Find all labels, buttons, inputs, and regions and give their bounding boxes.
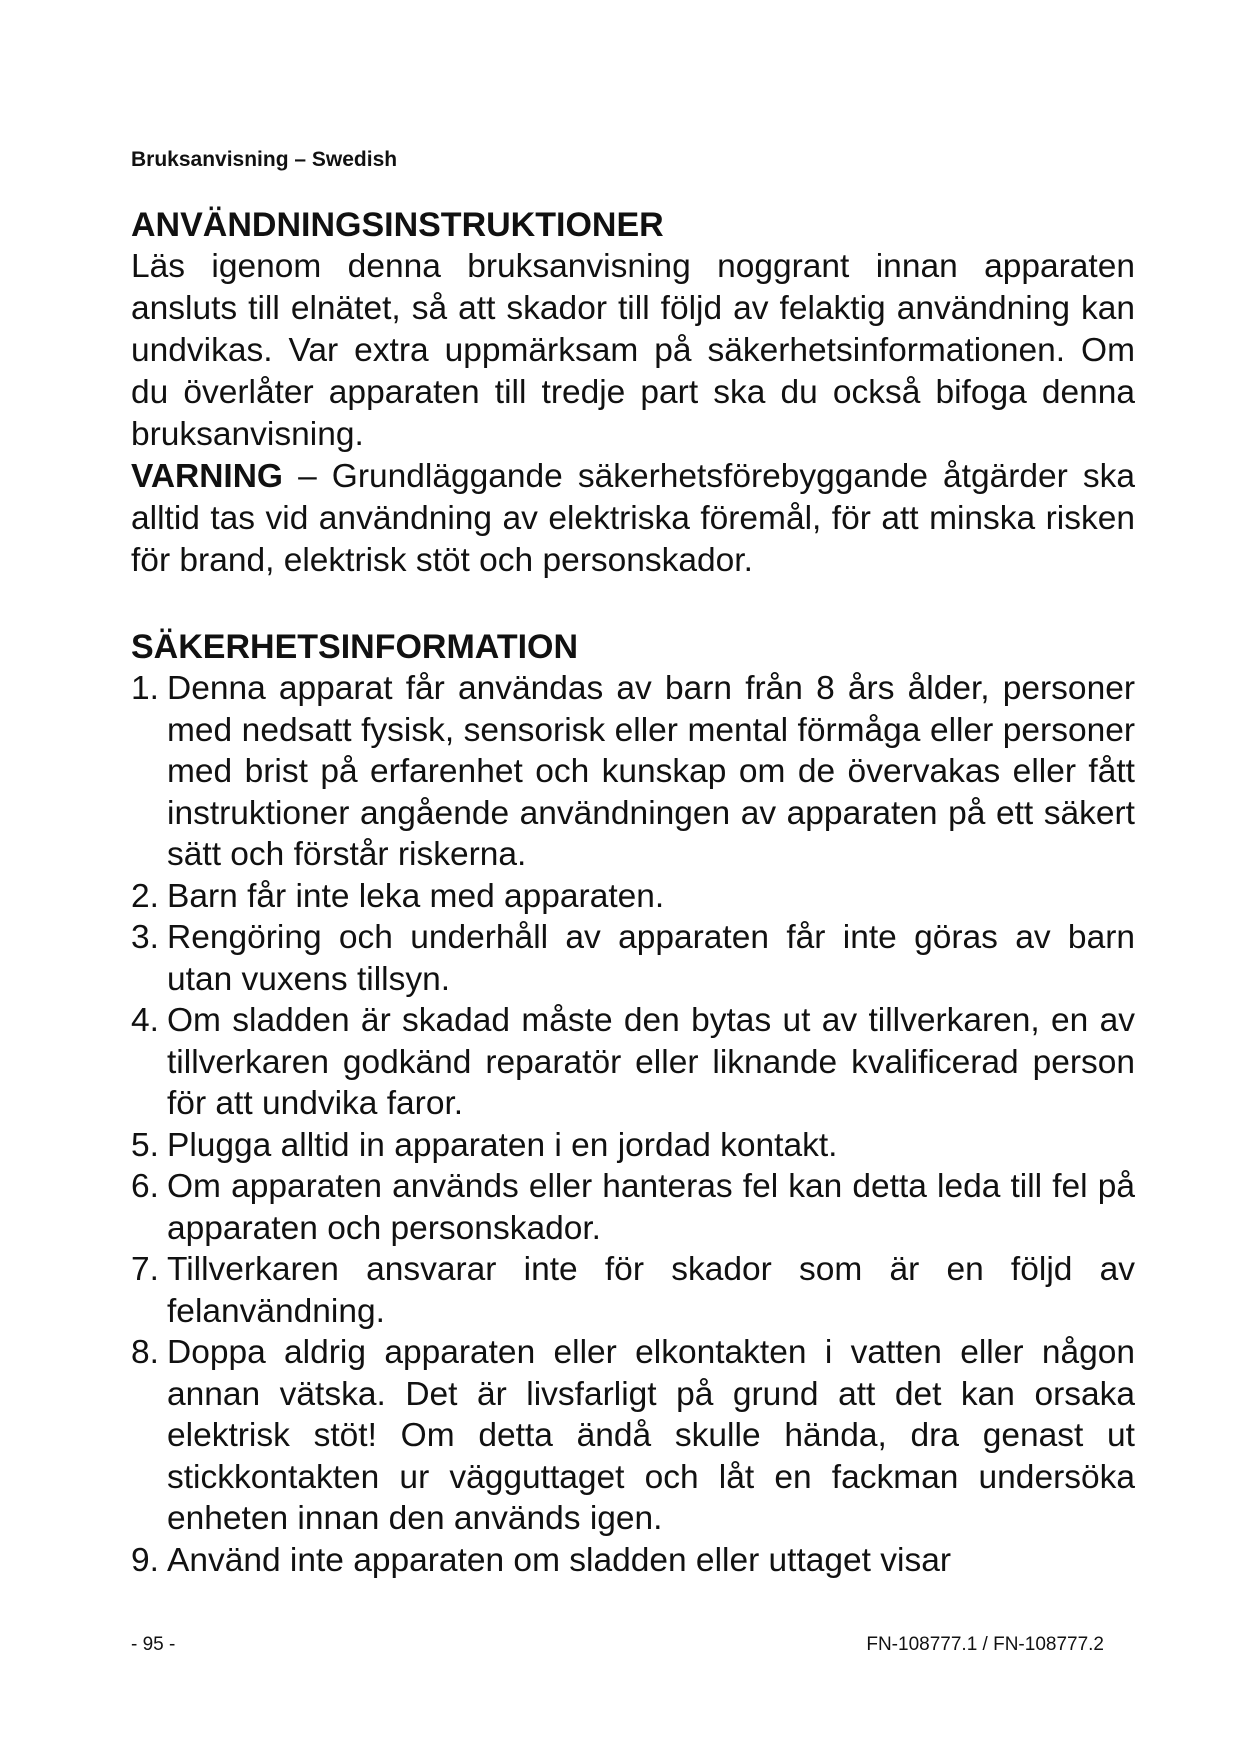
list-item-number: 5. xyxy=(131,1126,159,1164)
list-item xyxy=(131,1332,1135,1540)
list-item-text: Om sladden är skadad måste den bytas ut av tillverkaren, en av tillverkaren godkänd reparatör eller liknande kvalificerad person för att undvika faror. xyxy=(167,1002,1135,1122)
list-item xyxy=(131,1000,1135,1125)
list-item-text: Doppa aldrig apparaten eller elkontakten i vatten eller någon annan vätska. Det är livsfarligt på grund att det kan orsaka elektrisk stöt! Om detta ändå skulle hända, dra genast ut stickkontakten ur vägguttaget och låt en fackman undersöka enheten innan den används igen. xyxy=(167,1334,1135,1537)
list-item-number: 9. xyxy=(131,1541,159,1579)
list-item-number: 6. xyxy=(131,1168,159,1205)
list-item xyxy=(131,876,1135,918)
list-item xyxy=(131,917,1135,1000)
list-item-number: 3. xyxy=(131,919,159,956)
list-item-number: 2. xyxy=(131,877,159,915)
warning-text: – Grundläggande säkerhetsförebyggande åtgärder ska alltid tas vid användning av elektriska föremål, för att minska risken för brand, elektrisk stöt och personskador. xyxy=(131,458,1135,579)
list-item-number: 7. xyxy=(131,1251,159,1288)
section-title-safety-information: SÄKERHETSINFORMATION xyxy=(131,628,579,666)
list-item-text: Barn får inte leka med apparaten. xyxy=(167,877,665,915)
warning-paragraph xyxy=(131,456,1135,582)
document-header: Bruksanvisning – Swedish xyxy=(131,148,398,171)
list-item-text: Denna apparat får användas av barn från 8 års ålder, personer med nedsatt fysisk, sensorisk eller mental förmåga eller personer med brist på erfarenhet och kunskap om de övervakas eller fått instruktioner angående användningen av apparaten på ett säkert sätt och förstår riskerna. xyxy=(167,670,1135,873)
list-item xyxy=(131,1166,1135,1249)
list-item xyxy=(131,1249,1135,1332)
model-number: FN-108777.1 / FN-108777.2 xyxy=(866,1634,1104,1655)
intro-paragraph xyxy=(131,246,1135,456)
main-content xyxy=(131,204,1135,1581)
page-number: - 95 - xyxy=(131,1634,176,1655)
section-title-usage-instructions: ANVÄNDNINGSINSTRUKTIONER xyxy=(131,206,664,244)
list-item-text: Tillverkaren ansvarar inte för skador som är en följd av felanvändning. xyxy=(167,1251,1135,1330)
list-item-number: 4. xyxy=(131,1002,159,1039)
list-item-text: Plugga alltid in apparaten i en jordad kontakt. xyxy=(167,1126,838,1164)
list-item xyxy=(131,1125,1135,1167)
list-item xyxy=(131,668,1135,876)
list-item-number: 1. xyxy=(131,670,159,707)
list-item-number: 8. xyxy=(131,1334,159,1371)
list-item-text: Rengöring och underhåll av apparaten får inte göras av barn utan vuxens tillsyn. xyxy=(167,919,1135,998)
warning-label: VARNING xyxy=(131,458,283,495)
intro-text: Läs igenom denna bruksanvisning noggrant innan apparaten ansluts till elnätet, så att skador till följd av felaktig användning kan undvikas. Var extra uppmärksam på säkerhetsinformationen. Om du överlåter apparaten till tredje part ska du också bifoga denna bruksanvisning. xyxy=(131,248,1135,453)
list-item-text: Om apparaten används eller hanteras fel kan detta leda till fel på apparaten och personskador. xyxy=(167,1168,1135,1247)
list-item xyxy=(131,1540,1135,1582)
list-item-text: Använd inte apparaten om sladden eller uttaget visar xyxy=(167,1541,952,1579)
safety-list xyxy=(131,668,1135,1581)
